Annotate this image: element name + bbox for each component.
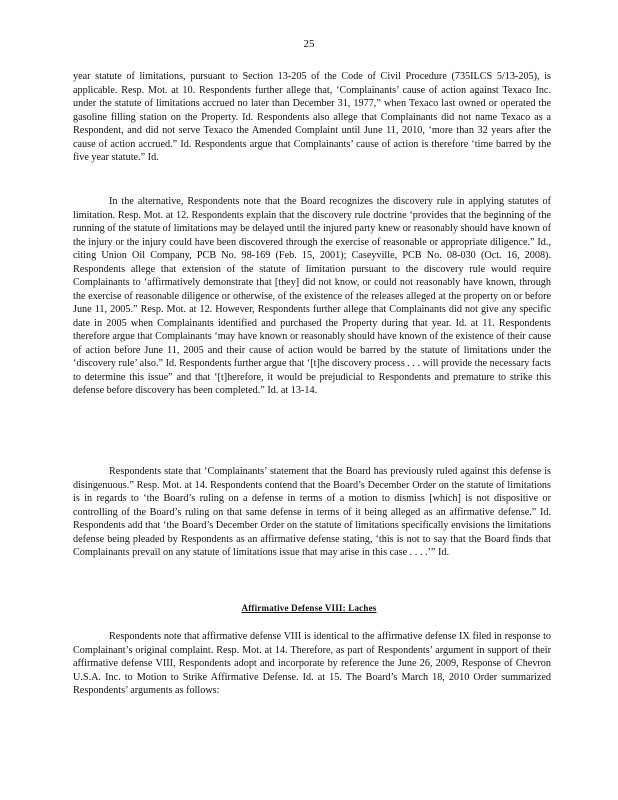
- paragraph-disingenuous: Respondents state that ‘Complainants’ statement that the Board has previously ruled against this defense is disingenuous.” Resp. Mot. at 14. Respondents contend that the Board’s December Order on the statute of limitations is in regards to ‘the Board’s ruling on a defense in terms of a motion to dismiss [which] is not dispositive or controlling of the Board’s ruling on that same defense in terms of it being alleged as an affirmative defense.” Id. Respondents add that ‘the Board’s December Order on the statute of limitations specifically envisions the limitations defense being pleaded by Respondents as an affirmative defense stating, ‘this is not to say that the Board finds that Complainants prevail on any statute of limitations issue that may arise in this case . . . .’” Id.: [73, 466, 551, 558]
- paragraph-affirmative-defense-viii: Respondents note that affirmative defense VIII is identical to the affirmative defense IX filed in response to Complainant’s original complaint. Resp. Mot. at 14. Therefore, as part of Respondents’ argument in support of their affirmative defense VIII, Respondents adopt and incorporate by reference the June 26, 2009, Response of Chevron U.S.A. Inc. to Motion to Strike Affirmative Defense. Id. at 15. The Board’s March 18, 2010 Order summarized Respondents’ arguments as follows:: [73, 631, 551, 696]
- paragraph-statute-of-limitations: year statute of limitations, pursuant to Section 13-205 of the Code of Civil Procedure (735ILCS 5/13-205), is applicable. Resp. Mot. at 10. Respondents further allege that, ‘Complainants’ cause of action against Texaco Inc. under the statute of limitations accrued no later than December 31, 1977,” when Texaco last owned or operated the gasoline filling station on the Property. Id. Respondents also allege that Complainants did not name Texaco as a Respondent, and did not serve Texaco the Amended Complaint until June 11, 2010, ‘more than 32 years after the cause of action accrued.” Id. Respondents argue that Complainants’ cause of action is therefore ‘time barred by the five year statute.” Id.: [73, 71, 551, 163]
- page-number: 25: [303, 38, 315, 50]
- paragraph-discovery-rule: In the alternative, Respondents note that the Board recognizes the discovery rule in applying statutes of limitation. Resp. Mot. at 12. Respondents explain that the discovery rule doctrine ‘provides that the beginning of the running of the statute of limitations may be delayed until the injured party knew or reasonably should have known of the injury or the injury could have been discovered through the exercise of reasonable or appropriate diligence.” Id., citing Union Oil Company, PCB No. 98-169 (Feb. 15, 2001); Caseyville, PCB No. 08-030 (Oct. 16, 2008). Respondents allege that extension of the statute of limitation pursuant to the discovery rule would require Complainants to ‘affirmatively demonstrate that [they] did not know, or could not reasonably have known, through the exercise of reasonable diligence or otherwise, of the existence of the releases alleged at the property on or before June 11, 2005.” Resp. Mot. at 12. However, Respondents further allege that Complainants did not give any specific date in 2005 when Complainants identified and purchased the Property during that year. Id. at 11. Respondents therefore argue that Complainants ‘may have known or reasonably should have known of the existence of their cause of action before June 11, 2005 and their cause of action would be barred by the statute of limitations under the ‘discovery rule’ also.” Id. Respondents further argue that ‘[t]he discovery process . . . will provide the necessary facts to determine this issue” and that ‘[t]herefore, it would be prejudicial to Respondents and premature to strike this defense before discovery has been completed.” Id. at 13-14.: [73, 196, 551, 396]
- section-heading-laches: Affirmative Defense VIII: Laches: [241, 603, 377, 613]
